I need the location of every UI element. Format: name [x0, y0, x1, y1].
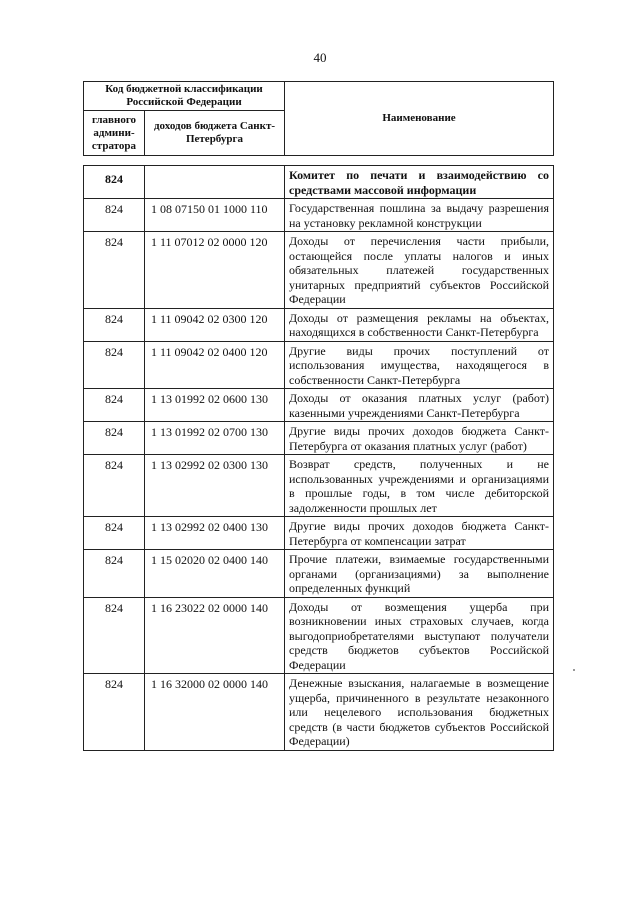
name-cell: Комитет по печати и взаимодействию со средствами массовой информации	[285, 166, 554, 199]
table-row	[84, 341, 554, 389]
table-row	[84, 674, 554, 751]
admin-code-cell: 824	[84, 674, 145, 751]
admin-code-cell: 824	[84, 341, 145, 389]
name-cell: Государственная пошлина за выдачу разрешения на установку рекламной конструкции	[285, 199, 554, 232]
table-row	[84, 455, 554, 517]
admin-code-cell: 824	[84, 597, 145, 674]
admin-code-cell: 824	[84, 308, 145, 341]
table-row	[84, 550, 554, 598]
table-row	[84, 597, 554, 674]
admin-code-cell: 824	[84, 550, 145, 598]
table-row	[84, 517, 554, 550]
revenue-code-cell: 1 13 02992 02 0300 130	[145, 455, 285, 517]
table-header	[83, 81, 554, 156]
table-row	[84, 166, 554, 199]
page-number: 40	[313, 50, 327, 65]
revenue-column-header: доходов бюджета Санкт-Петербурга	[145, 111, 285, 156]
revenue-code-cell: 1 11 07012 02 0000 120	[145, 232, 285, 309]
name-cell: Возврат средств, полученных и не использованных учреждениями и организациями в прошлые годы, в том числе дебиторской задолженности прошлых лет	[285, 455, 554, 517]
revenue-code-cell: 1 16 23022 02 0000 140	[145, 597, 285, 674]
name-cell: Прочие платежи, взимаемые государственными органами (организациями) за выполнение определенных функций	[285, 550, 554, 598]
table-row	[84, 422, 554, 455]
revenue-code-cell: 1 15 02020 02 0400 140	[145, 550, 285, 598]
admin-code-cell: 824	[84, 517, 145, 550]
revenue-code-cell: 1 11 09042 02 0400 120	[145, 341, 285, 389]
admin-code-cell: 824	[84, 232, 145, 309]
table-row	[84, 308, 554, 341]
name-cell: Доходы от оказания платных услуг (работ) казенными учреждениями Санкт-Петербурга	[285, 389, 554, 422]
code-group-header: Код бюджетной классификации Российской Федерации	[84, 82, 285, 111]
table-row	[84, 199, 554, 232]
name-cell: Другие виды прочих поступлений от использования имущества, находящегося в собственности Санкт-Петербурга	[285, 341, 554, 389]
admin-code-cell: 824	[84, 422, 145, 455]
admin-code-cell: 824	[84, 455, 145, 517]
revenue-code-cell: 1 13 01992 02 0600 130	[145, 389, 285, 422]
table-row	[84, 389, 554, 422]
name-column-header: Наименование	[285, 82, 554, 156]
revenue-code-cell: 1 13 01992 02 0700 130	[145, 422, 285, 455]
revenue-code-cell	[145, 166, 285, 199]
name-cell: Другие виды прочих доходов бюджета Санкт-Петербурга от компенсации затрат	[285, 517, 554, 550]
admin-code-cell: 824	[84, 166, 145, 199]
revenue-code-cell: 1 16 32000 02 0000 140	[145, 674, 285, 751]
name-cell: Денежные взыскания, налагаемые в возмещение ущерба, причиненного в результате незаконного или нецелевого использования бюджетных средств (в части бюджетов субъектов Российской Федерации)	[285, 674, 554, 751]
name-cell: Доходы от возмещения ущерба при возникновении иных страховых случаев, когда выгодоприобретателями выступают получатели средств бюджетов субъектов Российской Федерации	[285, 597, 554, 674]
admin-code-cell: 824	[84, 389, 145, 422]
revenue-code-cell: 1 11 09042 02 0300 120	[145, 308, 285, 341]
name-cell: Доходы от размещения рекламы на объектах, находящихся в собственности Санкт-Петербурга	[285, 308, 554, 341]
revenue-code-cell: 1 13 02992 02 0400 130	[145, 517, 285, 550]
scan-speck	[573, 669, 575, 671]
revenue-code-cell: 1 08 07150 01 1000 110	[145, 199, 285, 232]
revenue-table-body	[84, 166, 554, 751]
table-row	[84, 232, 554, 309]
name-cell: Другие виды прочих доходов бюджета Санкт-Петербурга от оказания платных услуг (работ)	[285, 422, 554, 455]
admin-column-header: главного админи-стратора	[84, 111, 145, 156]
revenue-table	[83, 165, 554, 751]
admin-code-cell: 824	[84, 199, 145, 232]
name-cell: Доходы от перечисления части прибыли, остающейся после уплаты налогов и иных обязательных платежей государственных унитарных предприятий субъектов Российской Федерации	[285, 232, 554, 309]
